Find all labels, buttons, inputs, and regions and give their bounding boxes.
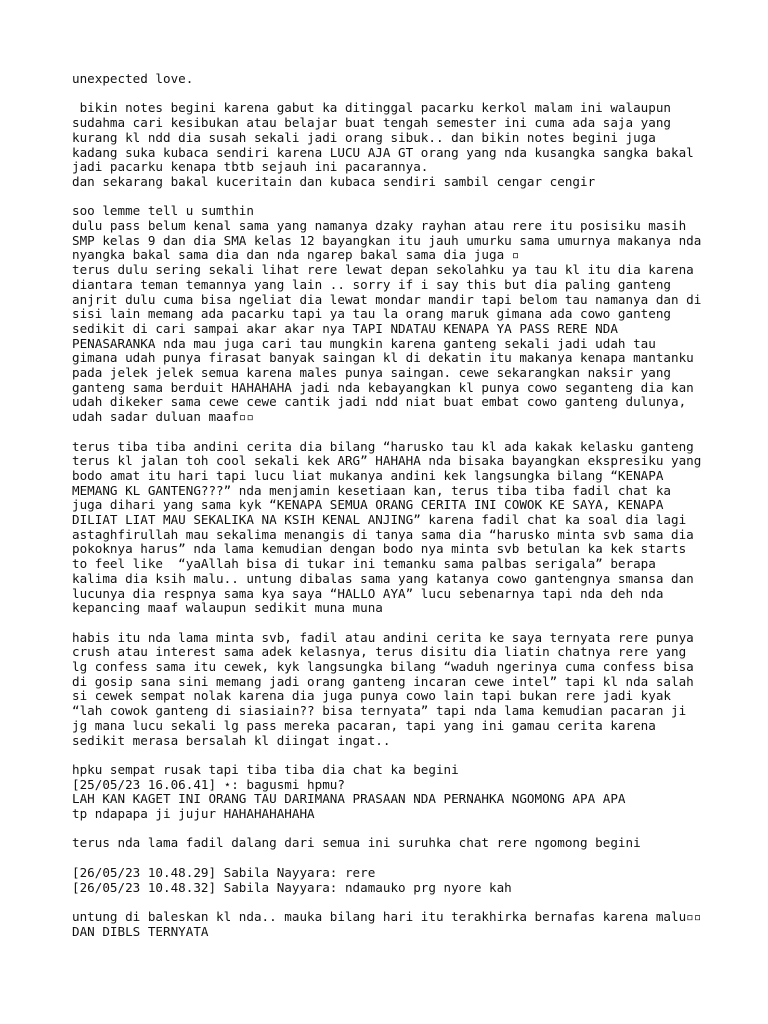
document-line: untung di baleskan kl nda.. mauka bilang hari itu terakhirka bernafas karena malu▫▫ [72, 908, 702, 924]
document-line: nyangka bakal sama dia dan nda ngarep bakal sama dia juga ▫ [72, 247, 520, 263]
document-line: [26/05/23 10.48.29] Sabila Nayyara: rere [72, 864, 376, 880]
document-line [72, 851, 712, 866]
document-line: unexpected love. [72, 71, 194, 86]
document-line: kepancing maaf walaupun sedikit muna muna [72, 600, 383, 616]
document-line: jg mana lucu sekali lg pass mereka pacaran, tapi yang ini gamau cerita karena [72, 717, 656, 733]
document-line: terus nda lama fadil dalang dari semua ini suruhka chat rere ngomong begini [72, 835, 641, 851]
document-line [72, 895, 712, 910]
document-line: kadang suka kubaca sendiri karena LUCU AJA GT orang yang nda kusangka sangka bakal [72, 144, 694, 160]
document-line: di gosip sana sini memang jadi orang ganteng incaran cewe intel” tapi kl nda salah [72, 673, 694, 689]
document-line: gimana udah punya firasat banyak saingan kl di dekatin itu makanya kenapa mantanku [72, 350, 694, 366]
document-line: kurang kl ndd dia susah sekali jadi orang sibuk.. dan bikin notes begini juga [72, 129, 656, 145]
document-line: ganteng sama berduit HAHAHAHA jadi nda kebayangkan kl punya cowo seganteng dia kan [72, 379, 694, 395]
document-line [72, 87, 712, 102]
document-line: habis itu nda lama minta svb, fadil atau andini cerita ke saya ternyata rere punya [72, 629, 694, 645]
document-line: jadi pacarku kenapa tbtb sejauh ini pacarannya. [72, 159, 429, 175]
document-line: to feel like “yaAllah bisa di tukar ini temanku sama palbas serigala” berapa [72, 556, 656, 572]
document-line: terus kl jalan toh cool sekali kek ARG” HAHAHA nda bisaka bayangkan ekspresiku yang [72, 453, 702, 469]
document-line: udah dikeker sama cewe cewe cantik jadi ndd niat buat embat cowo ganteng dulunya, [72, 394, 687, 410]
document-line: lucunya dia respnya sama kya saya “HALLO AYA” lucu sebenarnya tapi nda deh nda [72, 585, 664, 601]
document-line: bikin notes begini karena gabut ka ditinggal pacarku kerkol malam ini walaupun [72, 100, 671, 116]
document-line: dulu pass belum kenal sama yang namanya dzaky rayhan atau rere itu posisiku masih [72, 218, 687, 233]
document-line: [25/05/23 16.06.41] ⋆: bagusmi hpmu? [72, 776, 345, 792]
document-line: pada jelek jelek semua karena males punya saingan. cewe sekarangkan naksir yang [72, 365, 671, 381]
document-line: LAH KAN KAGET INI ORANG TAU DARIMANA PRASAAN NDA PERNAHKA NGOMONG APA APA [72, 791, 626, 807]
document-line: soo lemme tell u sumthin [72, 203, 254, 219]
document-line: DILIAT LIAT MAU SEKALIKA NA KSIH KENAL ANJING” karena fadil chat ka soal dia lagi [72, 512, 687, 528]
document-line: bodo amat itu hari tapi lucu liat mukanya andini kek langsungka bilang “KENAPA [72, 467, 664, 483]
document-line: anjrit dulu cuma bisa ngeliat dia lewat mondar mandir tapi belom tau namanya dan di [72, 291, 702, 307]
document-line: crush atau interest sama adek kelasnya, terus disitu dia liatin chatnya rere yang [72, 644, 687, 660]
document-line: tp ndapapa ji jujur HAHAHAHAHAHA [72, 806, 315, 822]
document-line: hpku sempat rusak tapi tiba tiba dia chat ka begini [72, 761, 459, 777]
document-line: juga dihari yang sama kyk “KENAPA SEMUA ORANG CERITA INI COWOK KE SAYA, KENAPA [72, 497, 664, 513]
document-line: kalima dia ksih malu.. untung dibalas sama yang katanya cowo gantengnya smansa dan [72, 570, 694, 586]
document-line: terus dulu sering sekali lihat rere lewat depan sekolahku ya tau kl itu dia karena [72, 262, 694, 278]
document-line: sedikit merasa bersalah kl diingat ingat.. [72, 732, 391, 748]
document-line [72, 748, 712, 763]
document-line: “lah cowok ganteng di siasiain?? bisa ternyata” tapi nda lama kemudian pacaran ji [72, 703, 687, 719]
document-line: pokoknya harus” nda lama kemudian dengan bodo nya minta svb betulan ka kek starts [72, 541, 687, 557]
document-line: astaghfirullah mau sekalima menangis di tanya sama dia “harusko minta svb sama dia [72, 526, 694, 542]
document-line: SMP kelas 9 dan dia SMA kelas 12 bayangkan itu jauh umurku sama umurnya makanya nda [72, 232, 702, 248]
document-line: [26/05/23 10.48.32] Sabila Nayyara: ndamauko prg nyore kah [72, 879, 512, 895]
document-line [72, 190, 712, 205]
document-line [72, 425, 712, 440]
document-line: sedikit di cari sampai akar akar nya TAPI NDATAU KENAPA YA PASS RERE NDA [72, 320, 618, 336]
document-line [72, 616, 712, 631]
document-line: sisi lain memang ada pacarku tapi ya tau la orang maruk gimana ada cowo ganteng [72, 306, 671, 322]
document-line: DAN DIBLS TERNYATA [72, 923, 209, 939]
document-page [72, 72, 712, 939]
document-line: sudahma cari kesibukan atau belajar buat tengah semester ini cuma ada saja yang [72, 115, 671, 131]
document-line: MEMANG KL GANTENG???” nda menjamin kesetiaan kan, terus tiba tiba fadil chat ka [72, 482, 671, 498]
document-line: PENASARANKA nda mau juga cari tau mungkin karena ganteng sekali jadi udah tau [72, 335, 656, 351]
document-line: si cewek sempat nolak karena dia juga punya cowo lain tapi bukan rere jadi kyak [72, 688, 671, 704]
document-line: terus tiba tiba andini cerita dia bilang “harusko tau kl ada kakak kelasku ganteng [72, 438, 694, 454]
document-line: diantara teman temannya yang lain .. sorry if i say this but dia paling ganteng [72, 276, 671, 292]
document-line: dan sekarang bakal kuceritain dan kubaca sendiri sambil cengar cengir [72, 173, 596, 189]
document-line [72, 822, 712, 837]
document-line: udah sadar duluan maaf▫▫ [72, 409, 254, 425]
document-line: lg confess sama itu cewek, kyk langsungka bilang “waduh ngerinya cuma confess bisa [72, 659, 694, 675]
